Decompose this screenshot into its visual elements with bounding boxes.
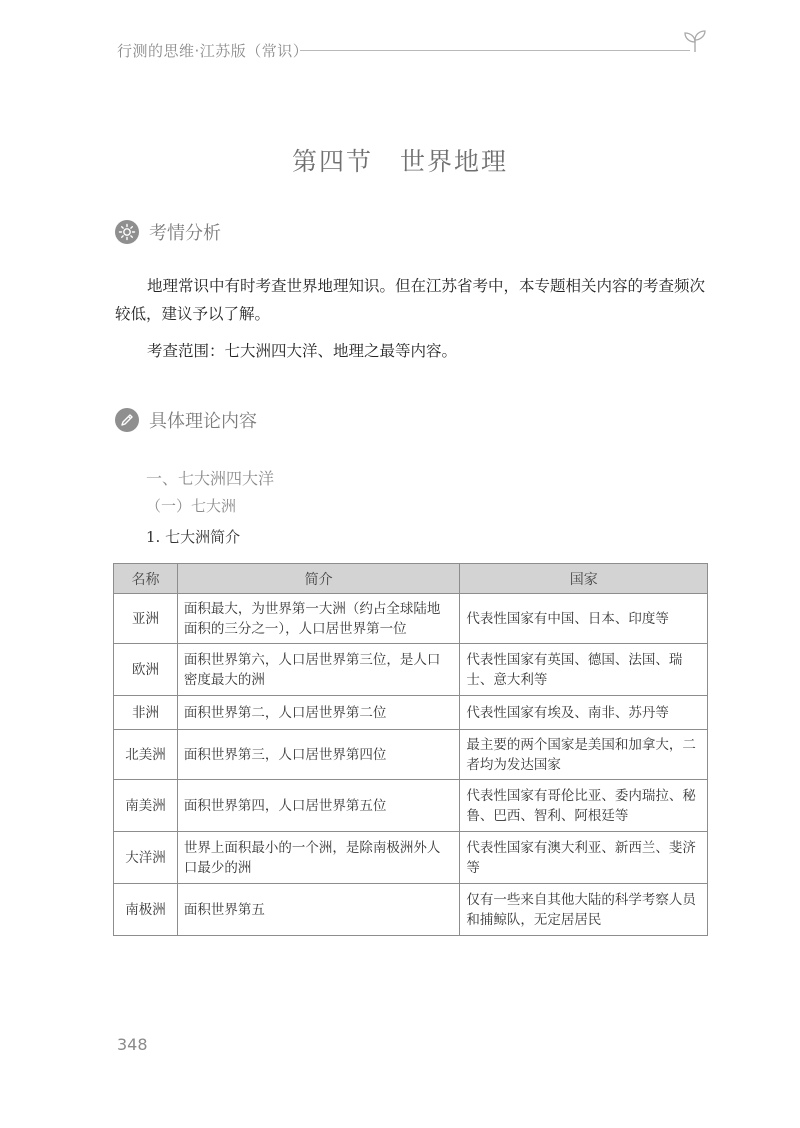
continent-countries: 仅有一些来自其他大陆的科学考察人员和捕鲸队，无定居居民 xyxy=(460,884,708,936)
table-row xyxy=(114,780,708,832)
continent-intro: 面积世界第四，人口居世界第五位 xyxy=(177,780,460,832)
continent-intro: 面积世界第三，人口居世界第四位 xyxy=(177,730,460,780)
subheading-level1: 一、七大洲四大洋 xyxy=(146,469,275,488)
continent-countries: 代表性国家有哥伦比亚、委内瑞拉、秘鲁、巴西、智利、阿根廷等 xyxy=(460,780,708,832)
table-row xyxy=(114,594,708,644)
column-header-name: 名称 xyxy=(114,564,178,594)
section-analysis-heading xyxy=(115,219,221,245)
subheading-level2: （一）七大洲 xyxy=(146,497,237,515)
pen-icon xyxy=(115,408,139,432)
table-row xyxy=(114,696,708,730)
continent-name: 亚洲 xyxy=(114,594,178,644)
continent-intro: 面积最大，为世界第一大洲（约占全球陆地面积的三分之一），人口居世界第一位 xyxy=(177,594,460,644)
subheading-level3: 1. 七大洲简介 xyxy=(146,528,241,546)
scope-paragraph: 考查范围：七大洲四大洋、地理之最等内容。 xyxy=(147,342,458,360)
table-row xyxy=(114,884,708,936)
continent-intro: 面积世界第六，人口居世界第三位，是人口密度最大的洲 xyxy=(177,644,460,696)
continent-name: 南美洲 xyxy=(114,780,178,832)
section-analysis-label: 考情分析 xyxy=(149,223,221,244)
continent-countries: 代表性国家有英国、德国、法国、瑞士、意大利等 xyxy=(460,644,708,696)
section-theory-label: 具体理论内容 xyxy=(149,411,257,432)
continent-intro: 世界上面积最小的一个洲，是除南极洲外人口最少的洲 xyxy=(177,832,460,884)
continent-countries: 最主要的两个国家是美国和加拿大，二者均为发达国家 xyxy=(460,730,708,780)
continents-table xyxy=(113,563,708,936)
table-row xyxy=(114,730,708,780)
continent-name: 南极洲 xyxy=(114,884,178,936)
continent-countries: 代表性国家有埃及、南非、苏丹等 xyxy=(460,696,708,730)
section-theory-heading xyxy=(115,407,257,433)
page-number: 348 xyxy=(117,1035,148,1054)
column-header-countries: 国家 xyxy=(460,564,708,594)
column-header-intro: 简介 xyxy=(177,564,460,594)
sun-icon xyxy=(115,220,139,244)
continent-name: 北美洲 xyxy=(114,730,178,780)
sprout-icon xyxy=(680,30,710,54)
continent-name: 大洋洲 xyxy=(114,832,178,884)
continent-countries: 代表性国家有澳大利亚、新西兰、斐济等 xyxy=(460,832,708,884)
chapter-title: 第四节 世界地理 xyxy=(291,147,508,176)
analysis-paragraph: 地理常识中有时考查世界地理知识。但在江苏省考中，本专题相关内容的考查频次较低，建议予以了解。 xyxy=(115,277,706,323)
header-rule xyxy=(300,50,690,51)
continent-countries: 代表性国家有中国、日本、印度等 xyxy=(460,594,708,644)
table-header-row xyxy=(114,564,708,594)
table-row xyxy=(114,832,708,884)
continent-intro: 面积世界第五 xyxy=(177,884,460,936)
continent-name: 欧洲 xyxy=(114,644,178,696)
continent-intro: 面积世界第二，人口居世界第二位 xyxy=(177,696,460,730)
header-title: 行测的思维·江苏版（常识） xyxy=(117,42,309,60)
continent-name: 非洲 xyxy=(114,696,178,730)
table-row xyxy=(114,644,708,696)
